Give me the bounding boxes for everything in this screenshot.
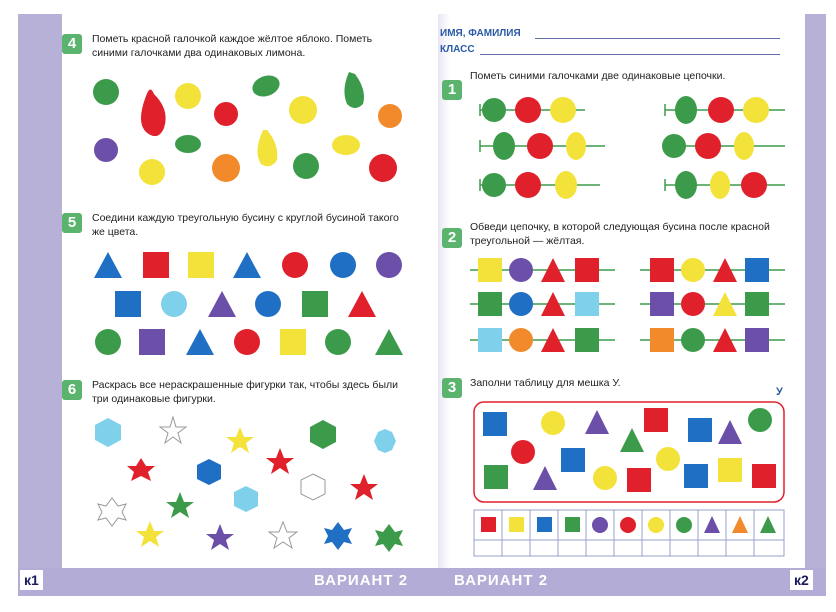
apple-icon [212,154,240,182]
pear-icon [344,72,364,108]
beads-group[interactable] [94,252,403,355]
apple-icon [293,153,319,179]
lemon-icon [175,135,201,153]
task-number-1: 1 [442,80,462,100]
right-page-number: к2 [790,570,813,590]
task-number-6: 6 [62,380,82,400]
fruit-group[interactable] [93,72,402,185]
bag-label: У [776,386,783,398]
bag-panel [474,402,784,502]
task-number-5: 5 [62,213,82,233]
task-5-text: Соедини каждую треугольную бусину с круглой бусиной такого же цвета. [92,212,399,238]
task-number-3: 3 [442,378,462,398]
plum-icon [94,138,118,162]
chain-fruits [482,96,769,199]
task-4-text: Пометь красной галочкой каждое жёлтое яблоко. Пометь синими галочками два одинаковых лимона. [92,33,373,59]
pear-icon [257,130,277,166]
apple-icon [175,83,201,109]
task-1-text: Пометь синими галочками две одинаковые цепочки. [470,70,726,82]
apple-icon [139,159,165,185]
answer-table[interactable] [474,510,784,556]
task-2-text: Обведи цепочку, в которой следующая бусина после красной треугольной — жёлтая. [470,221,770,247]
apple-icon [214,102,238,126]
task-6-text: Раскрась все нераскрашенные фигурки так, чтобы здесь были три одинаковые фигурки. [92,379,398,405]
left-variant-label: ВАРИАНТ 2 [314,572,409,589]
task-number-4: 4 [62,34,82,54]
right-variant-label: ВАРИАНТ 2 [454,572,549,589]
apple-icon [369,154,397,182]
class-label: КЛАСС [440,44,475,55]
apple-icon [289,96,317,124]
lemon-icon [249,72,282,100]
lemon-icon [332,135,360,155]
apple-icon [378,104,402,128]
task-3-text: Заполни таблицу для мешка У. [470,377,621,389]
pear-icon [141,89,166,136]
apple-icon [93,79,119,105]
left-page-number: к1 [20,570,43,590]
figures-group[interactable] [95,417,403,552]
task-number-2: 2 [442,228,462,248]
name-label: ИМЯ, ФАМИЛИЯ [440,28,521,39]
bead-chains-group[interactable] [470,258,785,352]
